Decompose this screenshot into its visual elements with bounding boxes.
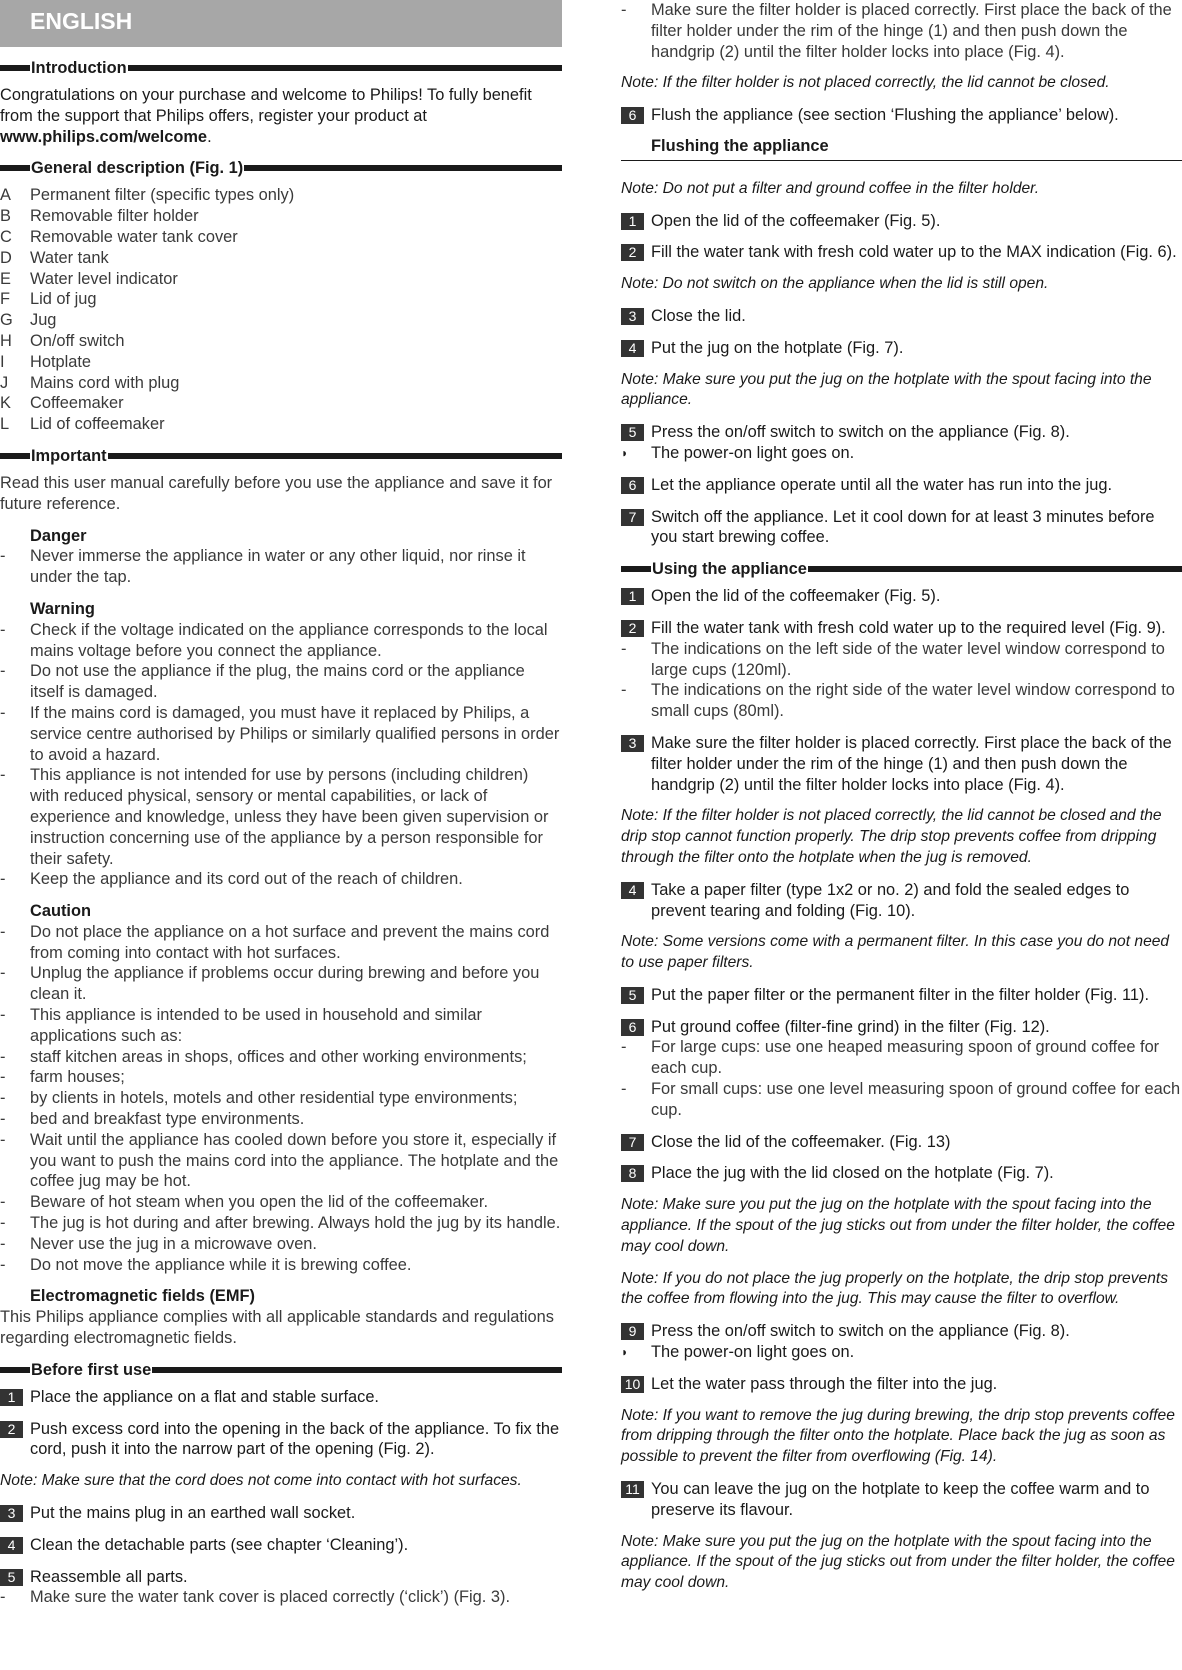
list-item: - The indications on the left side of the water level window correspond to large cups (120ml). <box>621 639 1165 679</box>
step-item: 4 Take a paper filter (type 1x2 or no. 2) and fold the sealed edges to prevent tearing and folding (Fig. 10). <box>621 880 1182 922</box>
note-text: Note: Some versions come with a permanent filter. In this case you do not need to use paper filters. <box>621 933 1170 972</box>
step-item: 3 Close the lid. <box>621 306 1182 327</box>
step-item: 3 Put the mains plug in an earthed wall socket. <box>0 1503 562 1524</box>
list-item: K Coffeemaker <box>0 394 124 413</box>
result-item: ◗ The power-on light goes on. <box>621 1343 855 1362</box>
warning-heading: Warning <box>30 599 95 618</box>
step-item: 7 Close the lid of the coffeemaker. (Fig. 13) <box>621 1132 1182 1153</box>
section-heading-introduction: Introduction <box>0 58 562 78</box>
step-item: 6 Let the appliance operate until all the water has run into the jug. <box>621 475 1182 496</box>
step-item: 5 Reassemble all parts. <box>0 1567 562 1588</box>
section-heading-using: Using the appliance <box>621 559 1182 579</box>
left-column <box>0 0 562 1608</box>
step-item: 3 Make sure the filter holder is placed correctly. First place the back of the filter holder under the rim of the hinge (1) and then push down the handgrip (2) until the filter holder locks into place (Fig. 4). <box>621 733 1182 795</box>
result-item: ◗ The power-on light goes on. <box>621 443 855 462</box>
list-item: I Hotplate <box>0 352 92 371</box>
note-text: Note: Do not switch on the appliance when the lid is still open. <box>621 275 1049 293</box>
list-item: - Do not move the appliance while it is brewing coffee. <box>0 1255 412 1274</box>
list-item: - The jug is hot during and after brewing. Always hold the jug by its handle. <box>0 1214 561 1233</box>
step-item: 5 Put the paper filter or the permanent filter in the filter holder (Fig. 11). <box>621 985 1182 1006</box>
result-icon: ◗ <box>621 445 629 460</box>
section-heading-before-first-use: Before first use <box>0 1360 562 1380</box>
note-text: Note: If you want to remove the jug during brewing, the drip stop prevents coffee from dripping through the filter onto the hotplate. Place back the jug as soon as possible to prevent the filter from overflowing (Fig. 14). <box>621 1406 1175 1466</box>
list-item: A Permanent filter (specific types only) <box>0 186 295 205</box>
list-item: G Jug <box>0 311 57 330</box>
step-item: 11 You can leave the jug on the hotplate to keep the coffee warm and to preserve its flavour. <box>621 1479 1182 1521</box>
list-item: - Never use the jug in a microwave oven. <box>0 1234 317 1253</box>
step-item: 5 Press the on/off switch to switch on the appliance (Fig. 8). <box>621 422 1182 443</box>
step-item: 6 Flush the appliance (see section ‘Flushing the appliance’ below). <box>621 105 1182 126</box>
list-item: - staff kitchen areas in shops, offices and other working environments; <box>0 1047 527 1066</box>
welcome-link[interactable]: www.philips.com/welcome <box>0 127 208 146</box>
language-header: ENGLISH <box>0 0 562 47</box>
list-item: - Wait until the appliance has cooled down before you store it, especially if you want to push the mains cord into the appliance. The hotplate and the coffee jug may be hot. <box>0 1130 559 1191</box>
list-item: - For large cups: use one heaped measuring spoon of ground coffee for each cup. <box>621 1038 1160 1078</box>
note-text: Note: Make sure you put the jug on the hotplate with the spout facing into the appliance. <box>621 370 1152 409</box>
list-item: - This appliance is intended to be used in household and similar applications such as: <box>0 1006 482 1045</box>
parts-list <box>0 185 562 435</box>
list-item: - Make sure the filter holder is placed correctly. First place the back of the filter holder under the rim of the hinge (1) and then push down the handgrip (2) until the filter holder locks into place (Fig. 4). <box>621 1 1172 61</box>
step-item: 2 Push excess cord into the opening in the back of the appliance. To fix the cord, push it into the narrow part of the opening (Fig. 2). <box>0 1419 562 1461</box>
danger-heading: Danger <box>30 526 87 545</box>
list-item: C Removable water tank cover <box>0 227 238 246</box>
note-text: Note: If the filter holder is not placed correctly, the lid cannot be closed and the drip stop cannot function properly. The drip stop prevents coffee from dripping through the filter onto the hotplate when the jug is removed. <box>621 807 1162 866</box>
list-item: E Water level indicator <box>0 269 178 288</box>
step-item: 10 Let the water pass through the filter into the jug. <box>621 1374 1182 1395</box>
important-intro: Read this user manual carefully before you use the appliance and save it for future reference. <box>0 473 553 513</box>
water-level-list <box>621 639 1182 722</box>
emf-heading: Electromagnetic fields (EMF) <box>30 1287 255 1306</box>
section-heading-general-description: General description (Fig. 1) <box>0 158 562 178</box>
coffee-amount-list <box>621 1037 1182 1120</box>
flushing-heading: Flushing the appliance <box>621 136 1182 161</box>
list-item: - Never immerse the appliance in water or any other liquid, nor rinse it under the tap. <box>0 547 526 587</box>
emf-paragraph: This Philips appliance complies with all applicable standards and regulations regarding electromagnetic fields. <box>0 1308 554 1348</box>
list-item: - Check if the voltage indicated on the appliance corresponds to the local mains voltage before you connect the appliance. <box>0 620 548 660</box>
list-item: L Lid of coffeemaker <box>0 415 165 434</box>
list-item: - If the mains cord is damaged, you must have it replaced by Philips, a service centre authorised by Philips or similarly qualified persons in order to avoid a hazard. <box>0 703 560 764</box>
danger-list <box>0 546 562 588</box>
step-item: 4 Put the jug on the hotplate (Fig. 7). <box>621 338 1182 359</box>
step-item: 1 Place the appliance on a flat and stable surface. <box>0 1387 562 1408</box>
note-text: Note: Make sure you put the jug on the hotplate with the spout facing into the appliance. If the spout of the jug sticks out from under the filter holder, the coffee may cool down. <box>621 1532 1175 1592</box>
list-item: - Beware of hot steam when you open the lid of the coffeemaker. <box>0 1193 489 1212</box>
note-text: Note: Do not put a filter and ground coffee in the filter holder. <box>621 179 1040 197</box>
list-item: J Mains cord with plug <box>0 373 180 392</box>
note-text: Note: Make sure you put the jug on the hotplate with the spout facing into the appliance. If the spout of the jug sticks out from under the filter holder, the coffee may cool down. <box>621 1196 1175 1255</box>
step-item: 2 Fill the water tank with fresh cold water up to the MAX indication (Fig. 6). <box>621 242 1182 263</box>
list-item: - bed and breakfast type environments. <box>0 1110 305 1129</box>
note-text: Note: Make sure that the cord does not come into contact with hot surfaces. <box>0 1472 522 1490</box>
list-item: B Removable filter holder <box>0 207 199 226</box>
result-icon: ◗ <box>621 1345 629 1360</box>
caution-heading: Caution <box>30 902 92 921</box>
note-text: Note: If the filter holder is not placed correctly, the lid cannot be closed. <box>621 74 1110 92</box>
list-item: - The indications on the right side of the water level window correspond to small cups (80ml). <box>621 681 1175 721</box>
list-item: - Do not place the appliance on a hot surface and prevent the mains cord from coming into contact with hot surfaces. <box>0 922 550 962</box>
intro-paragraph: Congratulations on your purchase and welcome to Philips! To fully benefit from the support that Philips offers, register your product at www.philips.com/welcome. <box>0 86 532 146</box>
list-item: - Unplug the appliance if problems occur during brewing and before you clean it. <box>0 964 540 1004</box>
step-item: 9 Press the on/off switch to switch on the appliance (Fig. 8). <box>621 1321 1182 1342</box>
right-column <box>621 0 1182 1605</box>
list-item: - farm houses; <box>0 1068 125 1087</box>
list-item: - by clients in hotels, motels and other residential type environments; <box>0 1089 518 1108</box>
list-item: - For small cups: use one level measuring spoon of ground coffee for each cup. <box>621 1080 1181 1119</box>
list-item: - Do not use the appliance if the plug, the mains cord or the appliance itself is damaged. <box>0 662 525 702</box>
list-item: D Water tank <box>0 248 109 267</box>
step-item: 1 Open the lid of the coffeemaker (Fig. 5). <box>621 211 1182 232</box>
list-item: - Make sure the water tank cover is placed correctly (‘click’) (Fig. 3). <box>0 1588 511 1607</box>
step-item: 1 Open the lid of the coffeemaker (Fig. 5). <box>621 586 1182 607</box>
list-item: - Keep the appliance and its cord out of the reach of children. <box>0 870 463 889</box>
section-heading-important: Important <box>0 446 562 466</box>
caution-list <box>0 922 562 1276</box>
step-item: 8 Place the jug with the lid closed on the hotplate (Fig. 7). <box>621 1163 1182 1184</box>
step-item: 6 Put ground coffee (filter-fine grind) in the filter (Fig. 12). <box>621 1017 1182 1038</box>
list-item: H On/off switch <box>0 331 125 350</box>
warning-list <box>0 620 562 890</box>
step-item: 7 Switch off the appliance. Let it cool down for at least 3 minutes before you start brewing coffee. <box>621 507 1182 549</box>
step-item: 4 Clean the detachable parts (see chapter ‘Cleaning’). <box>0 1535 562 1556</box>
list-item: - This appliance is not intended for use by persons (including children) with reduced physical, sensory or mental capabilities, or lack of experience and knowledge, unless they have been given supervision or instruction concerning use of the appliance by a person responsible for their safety. <box>0 766 549 868</box>
note-text: Note: If you do not place the jug properly on the hotplate, the drip stop prevents the coffee from flowing into the jug. This may cause the filter to overflow. <box>621 1269 1168 1308</box>
list-item: F Lid of jug <box>0 290 97 309</box>
step-item: 2 Fill the water tank with fresh cold water up to the required level (Fig. 9). <box>621 618 1182 639</box>
